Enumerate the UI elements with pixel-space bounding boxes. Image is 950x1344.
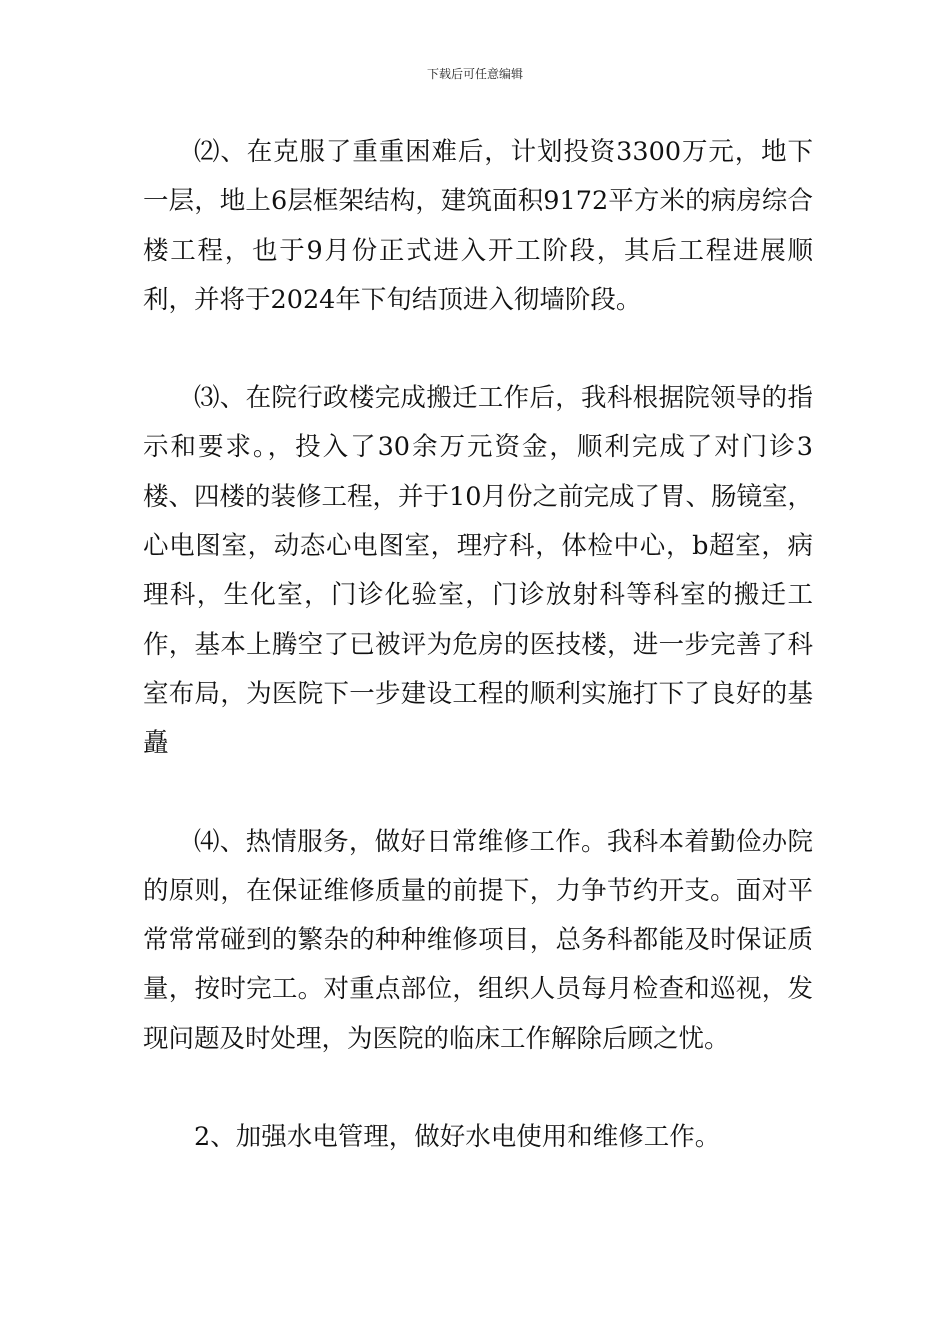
header-note: 下载后可任意编辑 [426,67,523,81]
paragraph-3: ⑶、在院行政楼完成搬迁工作后，我科根据院领导的指示和要求。，投入了30余万元资金，顺利完成了对门诊3楼、四楼的装修工程，并于10月份之前完成了胃、肠镜室，心电图室，动态心电图室，理疗科，体检中心，b超室，病理科，生化室，门诊化验室，门诊放射科等科室的搬迁工作，基本上腾空了已被评为危房的医技楼，进一步完善了科室布局，为医院下一步建设工程的顺利实施打下了良好的基矗 [143,383,813,759]
paragraph-4: ⑷、热情服务，做好日常维修工作。我科本着勤俭办院的原则，在保证维修质量的前提下，力争节约开支。面对平常常常碰到的繁杂的种种维修项目，总务科都能及时保证质量，按时完工。对重点部位，组织人员每月检查和巡视，发现问题及时处理，为医院的临床工作解除后顾之忧。 [143,826,813,1054]
paragraph-section-2: 2、加强水电管理，做好水电使用和维修工作。 [194,1122,721,1153]
document-body [143,128,813,1162]
paragraph-2: ⑵、在克服了重重困难后，计划投资3300万元，地下一层，地上6层框架结构，建筑面积9172平方米的病房综合楼工程，也于9月份正式进入开工阶段，其后工程进展顺利，并将于2024年下旬结顶进入彻墙阶段。 [143,137,813,315]
